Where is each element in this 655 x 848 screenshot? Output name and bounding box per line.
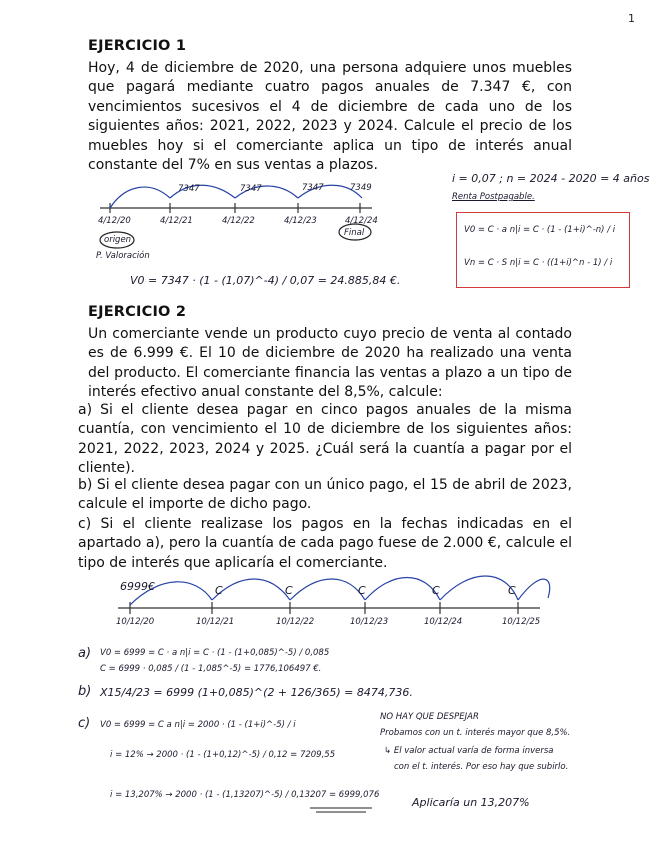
conclusion: Aplicaría un 13,207%: [412, 796, 530, 809]
question-b: b) Si el cliente desea pagar con un único pago, el 15 de abril de 2023, calcule el importe de dicho pago.: [78, 477, 572, 513]
exercise-2-title: EJERCICIO 2: [88, 304, 187, 320]
solution-a: V0 = 6999 = C · a n|i = C · (1 - (1+0,085)^-5) / 0,085: [100, 648, 330, 658]
note-valor-actual: ↳ El valor actual varía de forma inversa: [384, 746, 554, 756]
payment-1: 7347: [178, 184, 200, 194]
payment-4: 7349: [350, 183, 372, 193]
formula-box: [456, 212, 630, 288]
date-ex1-2: 4/12/22: [222, 216, 255, 226]
page-number: 1: [628, 12, 635, 25]
note-subirlo: con el t. interés. Por eso hay que subirlo.: [394, 762, 569, 772]
question-c: c) Si el cliente realizase los pagos en la fechas indicadas en el apartado a), pero la cuantía de cada pago fuese de 2.000 €, calcule el tipo de interés que aplicaría el comerciante.: [78, 516, 572, 571]
note-probamos: Probamos con un t. interés mayor que 8,5%.: [380, 728, 571, 738]
date-ex2-4: 10/12/24: [424, 617, 463, 627]
payment-2: 7347: [240, 184, 262, 194]
formula-vn: Vn = C · S n|i = C · ((1+i)^n - 1) / i: [464, 258, 613, 268]
formula-v0: V0 = C · a n|i = C · (1 - (1+i)^-n) / i: [464, 225, 616, 235]
date-ex1-3: 4/12/23: [284, 216, 317, 226]
date-ex1-4: 4/12/24: [345, 216, 378, 226]
note-rate: i = 0,07 ; n = 2024 - 2020 = 4 años: [452, 172, 650, 185]
payment-3: 7347: [302, 183, 324, 193]
solution-b: X15/4/23 = 6999 (1+0,085)^(2 + 126/365) = 8474,736.: [100, 686, 413, 699]
exercise-1-title: EJERCICIO 1: [88, 38, 187, 54]
date-ex2-3: 10/12/23: [350, 617, 389, 627]
note-renta: Renta Postpagable.: [452, 192, 535, 202]
exercise-2-statement: Un comerciante vende un producto cuyo precio de venta al contado es de 6.999 €. El 10 de diciembre de 2020 ha realizado una venta del producto. El comerciante financia las ventas a plazo a un tipo de interés efectivo anual constante del 8,5%, calcule:: [88, 326, 572, 401]
date-ex2-0: 10/12/20: [116, 617, 155, 627]
label-final: Final: [344, 228, 365, 238]
date-ex1-0: 4/12/20: [98, 216, 131, 226]
label-valoracion: P. Valoración: [96, 251, 150, 261]
question-a: a) Si el cliente desea pagar en cinco pagos anuales de la misma cuantía, con vencimiento el 10 de diciembre de los siguientes años: 2021, 2022, 2023, 2024 y 2025. ¿Cuál será la cuantía a pagar por el cliente).: [78, 402, 572, 477]
solution-c-line3: i = 13,207% → 2000 · (1 - (1,13207)^-5) / 0,13207 = 6999,076: [110, 790, 380, 800]
solution-c-label: c): [78, 716, 91, 731]
date-ex2-5: 10/12/25: [502, 617, 541, 627]
solution-ex1: V0 = 7347 · (1 - (1,07)^-4) / 0,07 = 24.885,84 €.: [130, 274, 401, 287]
payment-c-4: C: [432, 584, 440, 597]
payment-c-5: C: [508, 584, 516, 597]
solution-a-result: C = 6999 · 0,085 / (1 - 1,085^-5) = 1776,106497 €.: [100, 664, 322, 674]
price-label: 6999€: [120, 580, 155, 593]
solution-a-label: a): [78, 646, 92, 661]
date-ex1-1: 4/12/21: [160, 216, 193, 226]
exercise-1-statement: Hoy, 4 de diciembre de 2020, una persona adquiere unos muebles que pagará mediante cuatro pagos anuales de 7.347 €, con vencimientos sucesivos el 4 de diciembre de cada uno de los siguientes años: 2021, 2022, 2023 y 2024. Calcule el precio de los muebles hoy si el comerciante aplica un tipo de interés anual constante del 7% en sus ventas a plazos.: [88, 60, 572, 174]
solution-b-label: b): [78, 684, 92, 699]
solution-c-line2: i = 12% → 2000 · (1 - (1+0,12)^-5) / 0,12 = 7209,55: [110, 750, 336, 760]
payment-c-3: C: [358, 584, 366, 597]
timeline-ex2: [118, 576, 550, 614]
payment-c-1: C: [215, 584, 223, 597]
payment-c-2: C: [285, 584, 293, 597]
note-no-despejar: NO HAY QUE DESPEJAR: [380, 712, 479, 722]
label-origen: origen: [104, 235, 132, 245]
date-ex2-2: 10/12/22: [276, 617, 315, 627]
date-ex2-1: 10/12/21: [196, 617, 235, 627]
solution-c-line1: V0 = 6999 = C a n|i = 2000 · (1 - (1+i)^-5) / i: [100, 720, 296, 730]
